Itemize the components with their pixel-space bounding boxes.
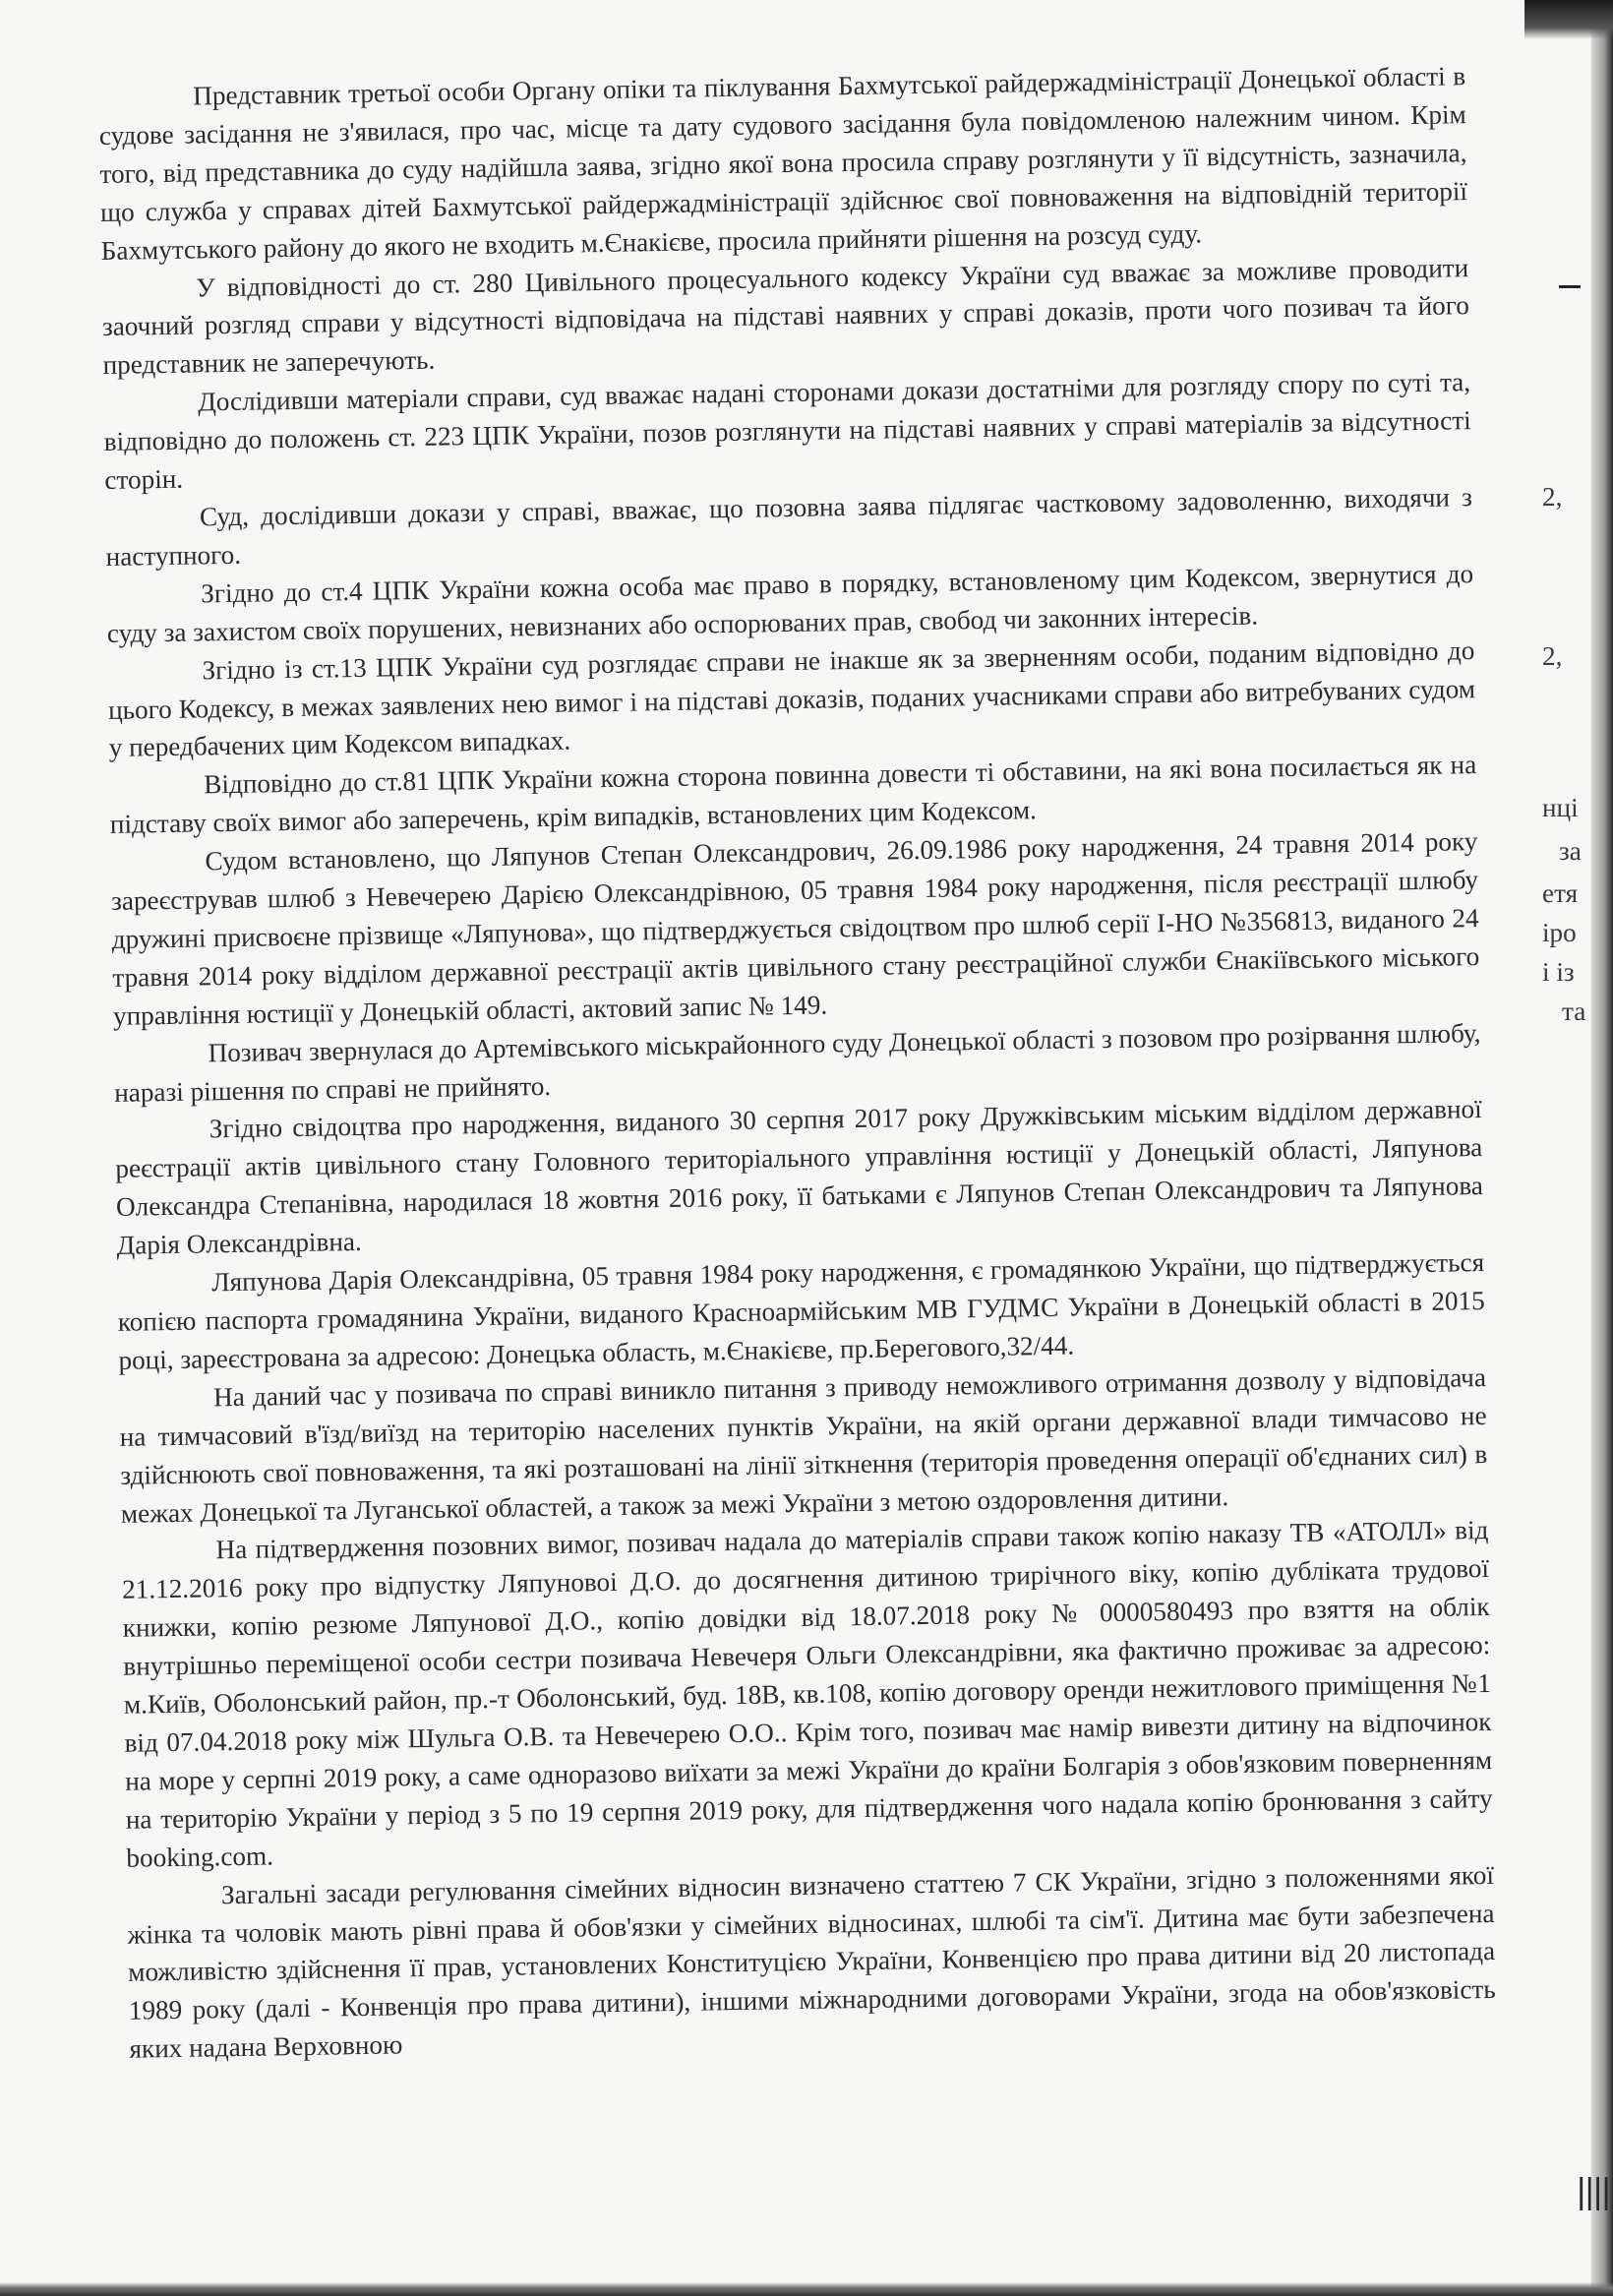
paragraph: Загальні засади регулювання сімейних відносин визначено статтею 7 СК України, згідно з положеннями якої жінка та чоловік мають рівні права й обов'язки у сімейних відносинах, шлюбі та сім'ї. Дитина має бути забезпечена можливістю здійснення її прав, установлених Конституцією України, Конвенцією про права дитини від 20 листопада 1989 року (далі - Конвенція про права дитини), іншими міжнародними договорами України, згода на обов'язковість яких надана Верховною bbox=[127, 1859, 1496, 2064]
adjacent-page-edge bbox=[1591, 0, 1613, 2296]
paragraph: Відповідно до ст.81 ЦПК України кожна сторона повинна довести ті обставини, на які вона посилається як на підставу своїх вимог або заперечень, крім випадків, встановлених цим Кодексом. bbox=[109, 750, 1477, 840]
paragraph: Суд, дослідивши докази у справі, вважає, що позовна заява підлягає частковому задоволенню, виходячи з наступного. bbox=[105, 482, 1473, 572]
paragraph: Судом встановлено, що Ляпунов Степан Олександрович, 26.09.1986 року народження, 24 травня 2014 року зареєстрував шлюб з Невечерею Дарією Олександрівною, 05 травня 1984 року народження, після реєстрації шлюбу дружині присвоєне прізвище «Ляпунова», що підтверджується свідоцтвом про шлюб серії І-НО №356813, виданого 24 травня 2014 року відділом державної реєстрації актів цивільного стану реєстраційної служби Єнакіївського міського управління юстиції у Донецькій області, актовий запис № 149. bbox=[110, 826, 1480, 1031]
adjacent-page-text: за bbox=[1559, 836, 1582, 866]
paragraph: Представник третьої особи Органу опіки та піклування Бахмутської райдержадміністрації Донецької області в судове засідання не з'явилася, про час, місце та дату судового засідання була повідомленою належним чином. Крім того, від представника до суду надійшла заява, згідно якої вона просила справу розглянути у її відсутність, зазначила, що служба у справах дітей Бахмутської райдержадміністрації здійснює свої повноваження на відповідній території Бахмутського району до якого не входить м.Єнакієве, просила прийняти рішення на розсуд суду. bbox=[98, 61, 1468, 266]
document-body bbox=[98, 57, 1497, 2069]
adjacent-page-text: іро bbox=[1542, 918, 1577, 947]
adjacent-page-text: 2, bbox=[1542, 641, 1563, 671]
paragraph: Позивач звернулася до Артемівського міськрайонного суду Донецької області з позовом про розірвання шлюбу, наразі рішення по справі не прийнято. bbox=[113, 1017, 1481, 1108]
paragraph: Дослідивши матеріали справи, суд вважає надані сторонами докази достатніми для розгляду спору по суті та, відповідно до положень ст. 223 ЦПК України, позов розглянути на підставі наявних у справі матеріалів за відсутності сторін. bbox=[103, 367, 1471, 496]
paragraph: На підтвердження позовних вимог, позивач надала до матеріалів справи також копію наказу ТВ «АТОЛЛ» від 21.12.2016 року про відпустку Ляпуновоі Д.О. до досягнення дитиною трирічного віку, копію дубліката трудової книжки, копію резюме Ляпунової Д.О., копію довідки від 18.07.2018 року № 0000580493 про взяття на облік внутрішньо переміщеної особи сестри позивача Невечеря Ольги Олександрівни, яка фактично проживає за адресою: м.Київ, Оболонський район, пр.-т Оболонський, буд. 18В, кв.108, копію договору оренди нежитлового приміщення №1 від 07.04.2018 року між Шульга О.В. та Невечерею О.О.. Крім того, позивач має намір вивезти дитину на відпочинок на море у серпні 2019 року, а саме одноразово виїхати за межі України до країни Болгарія з обов'язковим поверненням на територію України у період з 5 по 19 серпня 2019 року, для підтвердження чого надала копію бронювання з сайту booking.com. bbox=[121, 1515, 1493, 1873]
scan-shadow-top bbox=[1524, 0, 1613, 39]
adjacent-page-text: нці bbox=[1542, 793, 1579, 822]
paragraph: На даний час у позивача по справі виникло питання з приводу неможливого отримання дозволу у відповідача на тимчасовий в'їзд/виїзд на територію населених пунктів України, на якій органи державної влади тимчасово не здійснюють свої повноваження, та які розташовані на лінії зіткнення (територія проведення операції об'єднаних сил) в межах Донецької та Луганської областей, а також за межі України з метою оздоровлення дитини. bbox=[119, 1361, 1488, 1529]
adjacent-page-text: етя bbox=[1542, 878, 1579, 908]
adjacent-page-text: і із bbox=[1542, 957, 1575, 987]
paragraph: Згідно із ст.13 ЦПК України суд розглядає справи не інакше як за зверненням особи, поданим відповідно до цього Кодексу, в межах заявлених нею вимог і на підставі доказів, поданих учасниками справи або витребуваних судом у передбачених цим Кодексом випадках. bbox=[107, 634, 1476, 763]
paragraph: Згідно свідоцтва про народження, виданого 30 серпня 2017 року Дружківським міським відділом державної реєстрації актів цивільного стану Головного територіального управління юстиції у Донецькій області, Ляпунова Олександра Степанівна, народилася 18 жовтня 2016 року, її батьками є Ляпунов Степан Олександрович та Ляпунова Дарія Олександрівна. bbox=[115, 1094, 1484, 1261]
adjacent-page-edge-marks: |||| bbox=[1576, 2172, 1609, 2211]
scan-shadow-bottom bbox=[0, 2282, 1613, 2296]
adjacent-page-text: та bbox=[1562, 997, 1586, 1026]
paragraph: Згідно до ст.4 ЦПК України кожна особа має право в порядку, встановленому цим Кодексом, звернутися до суду за захистом своїх порушених, невизнаних або оспорюваних прав, свобод чи законних інтересів. bbox=[106, 558, 1474, 648]
paragraph: У відповідності до ст. 280 Цивільного процесуального кодексу України суд вважає за можливе проводити заочний розгляд справи у відсутності відповідача на підставі наявних у справі доказів, проти чого позивач та його представник не заперечують. bbox=[101, 252, 1470, 381]
adjacent-page-text: 2, bbox=[1542, 482, 1563, 512]
margin-dash-mark bbox=[1559, 285, 1581, 288]
paragraph: Ляпунова Дарія Олександрівна, 05 травня 1984 року народження, є громадянкою України, що підтверджується копією паспорта громадянина України, виданого Красноармійським МВ ГУДМС України в Донецькій області в 2015 році, зареєстрована за адресою: Донецька область, м.Єнакієве, пр.Берегового,32/44. bbox=[117, 1247, 1485, 1375]
